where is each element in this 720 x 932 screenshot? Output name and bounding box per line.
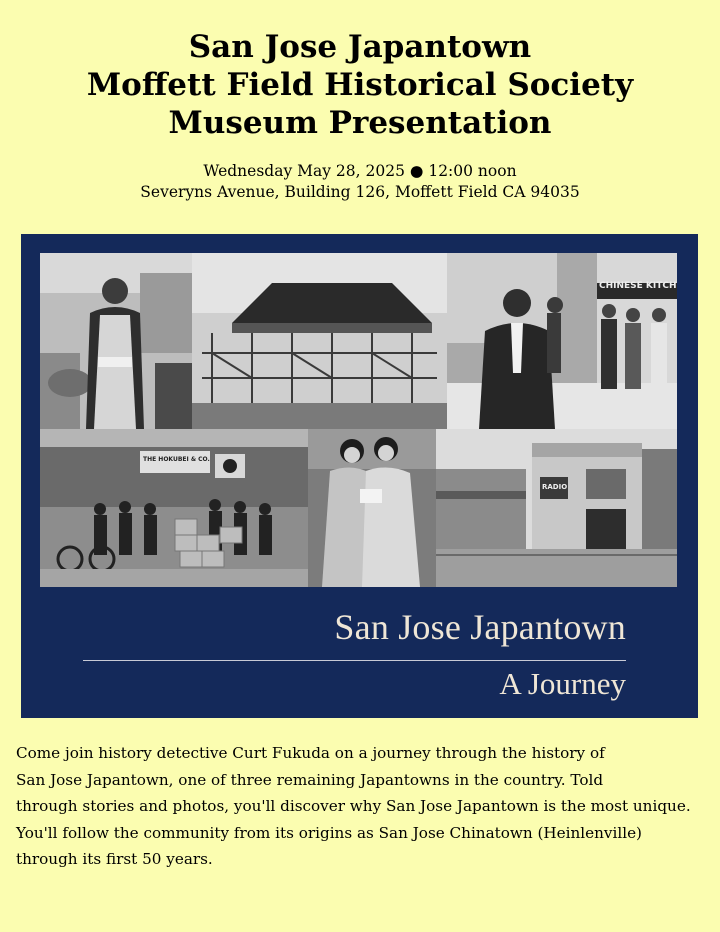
banner-title: San Jose Japantown xyxy=(334,607,626,647)
photo-street-storefronts xyxy=(436,429,677,587)
title-line-1: San Jose Japantown xyxy=(188,29,532,65)
title-line-3: Museum Presentation xyxy=(168,105,552,141)
photo-sign-radio: RADIO xyxy=(542,483,568,491)
description-line: You'll follow the community from its origins as San Jose Chinatown (Heinlenville) xyxy=(16,823,642,842)
description-line: Come join history detective Curt Fukuda on a journey through the history of xyxy=(16,744,605,762)
photo-collage xyxy=(40,253,677,587)
description-line: San Jose Japantown, one of three remaining Japantowns in the country. Told xyxy=(16,770,604,789)
photo-man-in-suit xyxy=(447,253,677,429)
photo-two-women xyxy=(308,429,436,587)
photo-temple-construction xyxy=(192,253,447,429)
description-line: through its first 50 years. xyxy=(16,850,213,868)
photo-hokubei-group xyxy=(40,429,308,587)
description-line: through stories and photos, you'll discover why San Jose Japantown is the most unique. xyxy=(16,797,691,815)
event-address: Severyns Avenue, Building 126, Moffett Field CA 94035 xyxy=(140,183,580,201)
photo-shopkeeper xyxy=(40,253,195,429)
event-title xyxy=(0,28,720,142)
event-description xyxy=(16,740,716,873)
banner-subtitle: A Journey xyxy=(499,666,626,701)
presentation-banner xyxy=(21,234,698,718)
photo-sign-hokubei: THE HOKUBEI & CO. xyxy=(143,456,210,463)
banner-divider xyxy=(83,660,626,661)
event-datetime: Wednesday May 28, 2025 ● 12:00 noon xyxy=(203,162,517,180)
title-line-2: Moffett Field Historical Society xyxy=(86,67,634,103)
photo-sign-chinese-kitchen: CHINESE KITCH xyxy=(599,281,677,291)
